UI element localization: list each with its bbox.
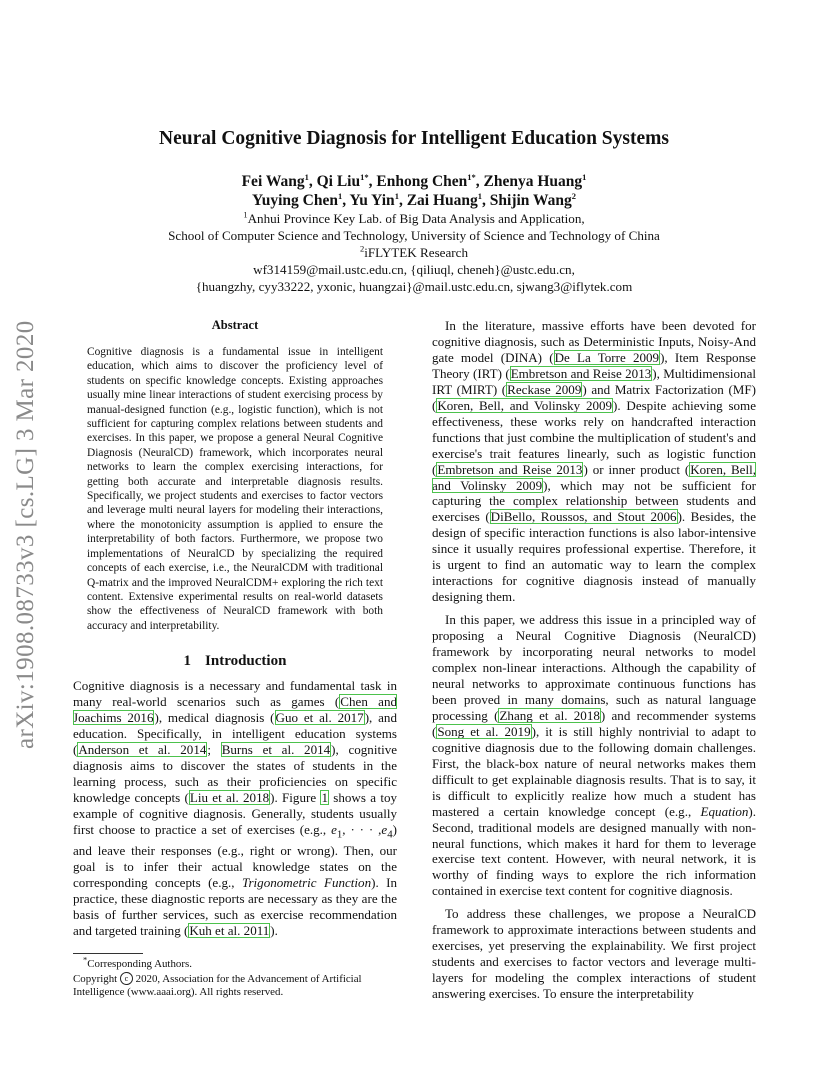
affil-mark: 2 <box>359 243 365 254</box>
citation-link[interactable]: Embretson and Reise 2013 <box>437 461 583 477</box>
author-name: Yu Yin <box>349 192 395 209</box>
author-affil-mark: 1* <box>360 171 369 182</box>
text-run: ). Second, traditional models are designed manually with non-neural functions, which makes it hard for them to leverage exercise text content. However, with neural network, it is worthy of finding ways to explore the rich information contained in exercise text content for cognitive diagnosis. <box>432 803 756 899</box>
math-symbol: e <box>381 821 388 837</box>
text-run: ). Despite achieving some effectiveness, these works rely on handcrafted interaction functions that just combine the multiplication of student's and exercise's trait features linearly, such as logistic function ( <box>432 397 756 477</box>
citation-link[interactable]: De La Torre 2009 <box>554 349 660 365</box>
author-name: Shijin Wang <box>489 192 572 209</box>
text-run: To address these challenges, we propose a NeuralCD framework to approximate interactions between students and exercises, yet preserving the explainability. We first project students and exercises to factor vectors and leverage multi-layers for modeling the complex interactions of student answering exercises. To ensure the interpretability <box>432 906 756 1002</box>
intro-paragraph <box>73 678 397 939</box>
text-run: ) and recommender systems ( <box>432 707 756 739</box>
author-affil-mark: 2 <box>571 190 577 201</box>
affiliation-text: iFLYTEK Research <box>364 245 469 260</box>
text-run: ; <box>207 741 221 757</box>
arxiv-identifier-stamp: arXiv:1908.08733v3 [cs.LG] 3 Mar 2020 <box>12 320 39 750</box>
author-name: Enhong Chen <box>376 173 468 190</box>
paper-title: Neural Cognitive Diagnosis for Intelligent Education Systems <box>159 128 669 149</box>
body-paragraph <box>432 906 756 1002</box>
author-name: Yuying Chen <box>251 192 338 209</box>
text-run: ) and Matrix Factorization (MF) ( <box>432 381 756 413</box>
text-run: ). Figure <box>270 789 321 805</box>
footnote-corresponding <box>73 954 397 972</box>
author-affil-mark: 1 <box>477 190 483 201</box>
author-name: Fei Wang <box>241 173 305 190</box>
footnote-text: Corresponding Authors. <box>87 957 192 970</box>
citation-link[interactable]: Guo et al. 2017 <box>275 710 364 726</box>
text-run: ). Besides, the design of specific interaction functions is also labor-intensive since it usually requires professional expertise. Therefore, it is urgent to find an automatic way to learn the complex interactions for cognitive diagnosis instead of manually designing them. <box>432 509 756 605</box>
text-run: ), and education. Specifically, in intelligent education systems ( <box>73 710 397 757</box>
emphasis-text: Equation <box>700 803 749 819</box>
math-subscript: 1 <box>336 828 343 841</box>
citation-link[interactable]: Chen and Joachims 2016 <box>73 694 398 726</box>
section-title: Introduction <box>205 653 287 670</box>
math-subscript: 4 <box>387 828 393 841</box>
section-number: 1 <box>183 653 192 670</box>
author-affil-mark: 1 <box>582 171 587 182</box>
email-line-2: {huangzhy, cyy33222, yxonic, huangzai}@mail.ustc.edu.cn, sjwang3@iflytek.com <box>195 279 633 294</box>
right-column <box>432 318 756 1002</box>
citation-link[interactable]: Anderson et al. 2014 <box>78 741 207 757</box>
affil-mark: 1 <box>243 209 248 220</box>
figure-reference-link[interactable]: 1 <box>321 789 328 805</box>
text-run: ) or inner product ( <box>583 461 690 477</box>
text-run: In the literature, massive efforts have been devoted for cognitive diagnosis, such as Deterministic Inputs, Noisy-And gate model (DINA) ( <box>432 318 756 365</box>
text-run: Cognitive diagnosis is a necessary and fundamental task in many real-world scenarios such as games ( <box>73 678 397 710</box>
section-heading-introduction <box>73 653 397 670</box>
author-affil-mark: 1 <box>394 190 399 201</box>
citation-link[interactable]: Kuh et al. 2011 <box>189 923 270 939</box>
citation-link[interactable]: Zhang et al. 2018 <box>499 707 600 723</box>
body-paragraph <box>432 612 756 899</box>
text-run: shows a toy example of cognitive diagnosis. Generally, students usually first choose to practice a set of exercises (e.g., <box>73 789 397 837</box>
text-run: ). <box>270 923 278 939</box>
citation-link[interactable]: Burns et al. 2014 <box>221 741 331 757</box>
copyright-notice <box>73 972 397 1000</box>
email-line-1: wf314159@mail.ustc.edu.cn, {qiliuql, cheneh}@ustc.edu.cn, <box>253 262 575 277</box>
citation-link[interactable]: Embretson and Reise 2013 <box>510 365 652 381</box>
copyright-label: Copyright <box>73 972 118 985</box>
citation-link[interactable]: Koren, Bell, and Volinsky 2009 <box>432 461 756 493</box>
author-name: Zai Huang <box>406 192 478 209</box>
affiliation-1-school: School of Computer Science and Technology, University of Science and Technology of China <box>168 228 660 243</box>
author-name: Qi Liu <box>316 173 361 190</box>
copyright-text: 2020, Association for the Advancement of Artificial Intelligence (www.aaai.org). All rights reserved. <box>73 972 362 999</box>
citation-link[interactable]: Reckase 2009 <box>507 381 582 397</box>
text-run: In this paper, we address this issue in a principled way of proposing a Neural Cognitive Diagnosis (NeuralCD) framework by incorporating neural networks to model complex non-linear interactions. Although the capability of neural networks to approximate continuous functions has been proved in many domains, such as natural language processing ( <box>432 612 756 723</box>
abstract-body: Cognitive diagnosis is a fundamental issue in intelligent education, which aims to discover the proficiency level of students on specific knowledge concepts. Existing approaches usually mine linear interactions of student exercising process by manual-designed function (e.g., logistic function), which is not sufficient for capturing complex relations between students and exercises. In this paper, we propose a general Neural Cognitive Diagnosis (NeuralCD) framework, which incorporates neural networks to learn the complex exercising interactions, for getting both accurate and interpretable diagnosis results. Specifically, we project students and exercises to factor vectors and leverage multi neural layers for modeling their interactions, where the monotonicity assumption is applied to ensure the interpretability of both factors. Furthermore, we propose two implementations of NeuralCD by specializing the required concepts of each exercise, i.e., the NeuralCDM with traditional Q-matrix and the improved NeuralCDM+ exploring the rich text content. Extensive experimental results on real-world datasets show the effectiveness of NeuralCD framework with both accuracy and interpretability. <box>87 346 383 632</box>
author-affil-mark: 1 <box>338 190 343 201</box>
text-run: ), Multidimensional IRT (MIRT) ( <box>432 365 756 397</box>
left-column <box>73 318 397 1000</box>
text-run: ), it is still highly nontrivial to adapt to cognitive diagnosis due to the following domain challenges. First, the black-box nature of neural networks makes them difficult to get explainable diagnosis results. That is to say, it is difficult to explicitly realize how much a student has mastered a certain knowledge concept (e.g., <box>432 723 756 819</box>
author-line-2: Yuying Chen$^1$, Yu Yin$^1$, Zai Huang$^1$, Shijin Wang$^2$ <box>251 190 577 209</box>
math-ellipsis: , · · · , <box>342 821 382 837</box>
affiliation-text: Anhui Province Key Lab. of Big Data Analysis and Application, <box>247 211 585 226</box>
footnote-block <box>73 954 397 1000</box>
copyright-icon: c <box>120 972 133 985</box>
author-affil-mark: 1 <box>304 171 309 182</box>
affiliation-2 <box>0 244 828 261</box>
text-run: ), cognitive diagnosis aims to discover the states of students in the learning process, such as their proficiencies on specific knowledge concepts ( <box>73 741 398 805</box>
citation-link[interactable]: Song et al. 2019 <box>437 723 531 739</box>
emphasis-text: Trigonometric Function <box>241 875 372 891</box>
citation-link[interactable]: DiBello, Roussos, and Stout 2006 <box>490 509 677 525</box>
author-block <box>0 172 828 295</box>
math-symbol: e <box>331 821 337 837</box>
text-run: ), Item Response Theory (IRT) ( <box>432 349 756 381</box>
author-name: Zhenya Huang <box>483 173 583 190</box>
author-affil-mark: 1* <box>467 171 476 182</box>
author-line-1: Fei Wang$^1$, Qi Liu$^{1*}$, Enhong Chen$^{1*}$, Zhenya Huang$^1$ <box>241 171 587 190</box>
text-run: ), which may not be sufficient for capturing the complex relationship between students and exercises ( <box>432 477 756 525</box>
abstract-heading: Abstract <box>211 318 259 332</box>
citation-link[interactable]: Liu et al. 2018 <box>189 789 270 805</box>
footnote-mark: * <box>83 954 88 965</box>
text-run: ). In practice, these diagnostic reports are necessary as they are the basis of further services, such as exercise recommendation and targeted training ( <box>73 875 397 939</box>
affiliation-1 <box>0 210 828 227</box>
body-paragraph <box>432 318 756 605</box>
text-run: ) and leave their responses (e.g., right or wrong). Then, our goal is to infer their actual knowledge states on the corresponding concepts (e.g., <box>73 821 397 891</box>
text-run: ), medical diagnosis ( <box>154 710 275 726</box>
citation-link[interactable]: Koren, Bell, and Volinsky 2009 <box>437 397 613 413</box>
